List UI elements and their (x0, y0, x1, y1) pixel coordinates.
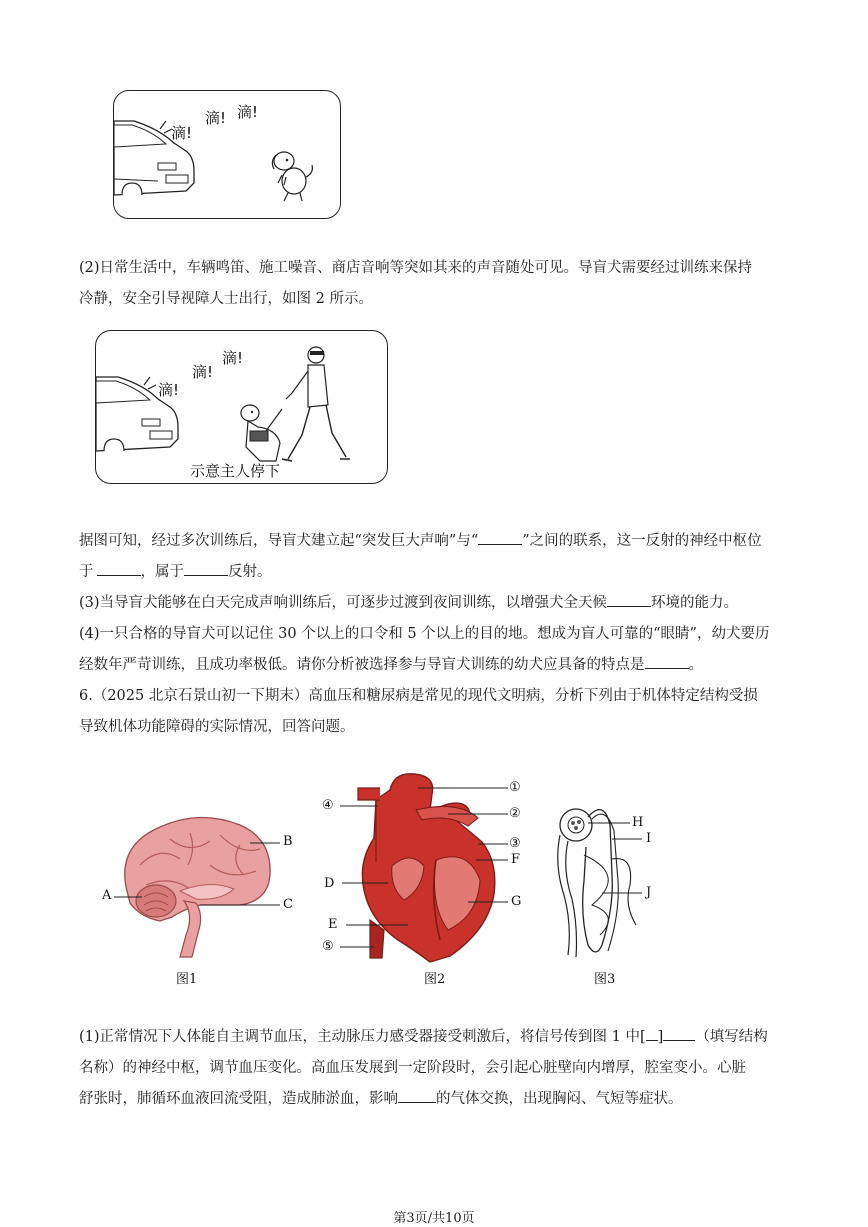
page-footer: 第3页/共10页 (393, 1211, 475, 1226)
text-segment: 经数年严苛训练，且成功率极低。请你分析被选择参与导盲犬训练的幼犬应具备的特点是 (79, 657, 645, 673)
text-line: 冷静，安全引导视障人士出行，如图 2 所示。 (79, 291, 373, 307)
answer-blank[interactable] (97, 559, 141, 576)
text-line (79, 1022, 791, 1053)
heart-label-4: ④ (322, 798, 334, 813)
answer-blank[interactable] (646, 1024, 658, 1041)
text-segment: 舒张时，肺循环血液回流受阻，造成肺淤血，影响 (79, 1091, 398, 1107)
text-line (79, 526, 791, 557)
answer-blank[interactable] (645, 652, 689, 669)
answer-blank[interactable] (398, 1086, 436, 1103)
heart-label-f: F (511, 852, 521, 867)
beep-text-3: 滴! (237, 103, 259, 121)
brain-diagram (100, 805, 300, 965)
text-line (79, 588, 791, 619)
nephron-label-i: I (646, 831, 652, 846)
text-segment: 反射。 (228, 564, 272, 580)
question-6-part-1 (79, 1022, 791, 1115)
beep-text-3: 滴! (222, 349, 244, 367)
brain-label-a: A (102, 888, 112, 903)
heart-label-5: ⑤ (322, 939, 334, 954)
text-segment: （填写结构 (695, 1029, 768, 1045)
text-segment: 环境的能力。 (651, 595, 739, 611)
answer-blank[interactable] (607, 590, 651, 607)
puppy-illustration (268, 147, 320, 203)
text-segment: 的气体交换，出现胸闷、气短等症状。 (436, 1091, 683, 1107)
beep-text-2: 滴! (192, 363, 214, 381)
text-line: 导致机体功能障碍的实际情况，回答问题。 (79, 719, 355, 735)
text-line: (2)日常生活中，车辆鸣笛、施工噪音、商店音响等突如其来的声音随处可见。导盲犬需要经过训练来保持 (79, 260, 753, 276)
text-segment: ] (657, 1029, 664, 1045)
blind-person-illustration (282, 343, 352, 465)
beep-text-1: 滴! (171, 124, 193, 142)
analysis-paragraph (79, 526, 791, 743)
beep-text-1: 滴! (158, 381, 180, 399)
text-line: (4)一只合格的导盲犬可以记住 30 个以上的口令和 5 个以上的目的地。想成为盲人可靠的“眼睛”，幼犬要历 (79, 626, 770, 642)
text-segment: 据图可知，经过多次训练后，导盲犬建立起“突发巨大声响”与“ (79, 533, 479, 549)
question-part-2 (79, 253, 791, 315)
heart-label-3: ③ (509, 836, 521, 851)
text-line: 6.（2025 北京石景山初一下期末）高血压和糖尿病是常见的现代文明病，分析下列由于机体特定结构受损 (79, 688, 758, 704)
beep-text-2: 滴! (205, 109, 227, 127)
nephron-label-j: J (646, 885, 652, 900)
heart-label-e: E (328, 917, 338, 932)
guide-dog-illustration (236, 403, 286, 463)
answer-blank[interactable] (184, 559, 228, 576)
text-segment: (1)正常情况下人体能自主调节血压，主动脉压力感受器接受刺激后，将信号传到图 1 中[ (79, 1029, 646, 1045)
text-line (79, 1084, 791, 1115)
text-segment: 于 (79, 564, 94, 580)
heart-diagram (318, 770, 533, 965)
brain-label-c: C (283, 897, 293, 912)
heart-label-1: ① (509, 780, 521, 795)
text-segment: ，属于 (140, 564, 184, 580)
nephron-label-h: H (632, 815, 644, 830)
text-segment: ”之间的联系，这一反射的神经中枢位 (522, 533, 762, 549)
figure-1-caption: 图1 (176, 972, 198, 987)
figure-2-caption: 图2 (424, 972, 446, 987)
figure-car-puppy (113, 90, 341, 219)
text-segment: (3)当导盲犬能够在白天完成声响训练后，可逐步过渡到夜间训练，以增强犬全天候 (79, 595, 608, 611)
text-line (79, 650, 791, 681)
heart-label-g: G (511, 894, 522, 909)
brain-label-b: B (283, 834, 293, 849)
heart-label-d: D (324, 876, 335, 891)
figure-3-caption: 图3 (594, 972, 616, 987)
answer-blank[interactable] (663, 1024, 695, 1041)
figure-guide-dog (95, 330, 388, 484)
text-line: 名称）的神经中枢，调节血压变化。高血压发展到一定阶段时，会引起心脏壁向内增厚，腔室变小。心脏 (79, 1060, 746, 1076)
answer-blank[interactable] (478, 528, 522, 545)
text-line (79, 557, 791, 588)
heart-label-2: ② (509, 806, 521, 821)
text-segment: 。 (688, 657, 703, 673)
figure-caption: 示意主人停下 (190, 462, 281, 480)
